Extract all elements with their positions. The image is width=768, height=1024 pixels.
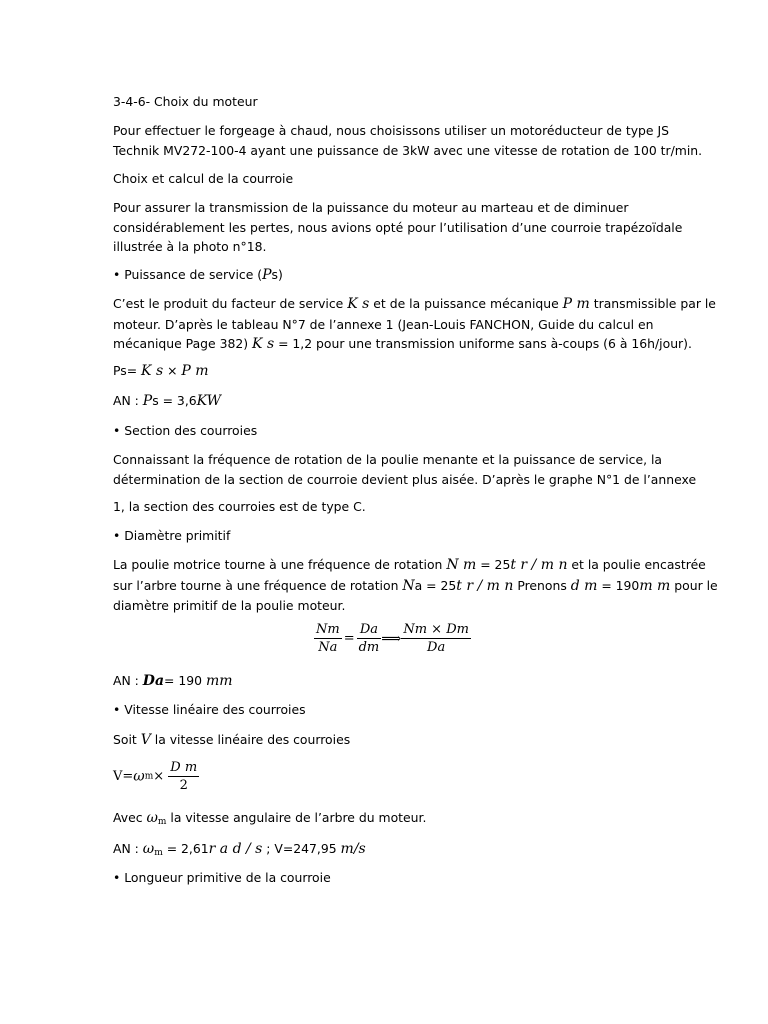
math-unit: t r / m n (510, 557, 568, 573)
omega-symbol: ω (142, 841, 155, 857)
text-line: diamètre primitif de la poulie moteur. (113, 598, 346, 613)
math-unit: mm (205, 673, 233, 689)
math-var: P m (181, 363, 209, 379)
paragraph-transmission (113, 198, 683, 257)
math-var: K s (252, 336, 275, 352)
paragraph-soit-v: Soit V la vitesse linéaire des courroies (113, 732, 351, 748)
math-var: KW (196, 393, 221, 409)
fraction-result: $\frac{Nm \times Dm}{Da}$ (403, 622, 469, 655)
text-line: Pour assurer la transmission de la puissance du moteur au marteau et de diminuer (113, 200, 629, 215)
fraction-dm-2: $\frac{\text{D m}}{2}$ (170, 760, 198, 793)
bullet-vitesse-lineaire: • Vitesse linéaire des courroies (113, 702, 306, 717)
result-ps: AN : Ps = 3,6KW (113, 393, 221, 409)
result-omega-v: AN : $\omega_m = 2,61r$ a d / s ; V=247,95 m/s (113, 841, 366, 858)
math-var: V (140, 732, 151, 748)
equation-diametre: $\frac{Nm}{Na}$ = $\frac{Da}{dm}$ ⟹ $\frac{Nm \times Dm}{Da}$ (316, 622, 469, 655)
math-var: d m (570, 577, 598, 594)
paragraph-facteur-service: C’est le produit du facteur de service K s et de la puissance mécanique P m transmissible par le moteur. D’après le tableau N°7 de l’annexe 1 (Jean-Louis FANCHON, Guide du calcul en mécanique Page 382) K s = 1,2 pour une transmission uniforme sans à-coups (6 à 16h/jour). (113, 296, 716, 352)
math-var: K s (141, 363, 164, 379)
section-heading: 3-4-6- Choix du moteur (113, 94, 258, 109)
paragraph-section (113, 450, 697, 489)
math-var: Da (142, 673, 165, 689)
formula-ps: Ps= K s × P m (113, 363, 209, 379)
bullet-longueur-primitive: • Longueur primitive de la courroie (113, 870, 331, 885)
math-unit: m/s (340, 841, 366, 857)
text-line: Connaissant la fréquence de rotation de la poulie menante et la puissance de service, la (113, 452, 662, 467)
paragraph-avec-omega: Avec $\omega_m$ la vitesse angulaire de l’arbre du moteur. (113, 810, 427, 827)
text-line: moteur. D’après le tableau N°7 de l’annexe 1 (Jean-Louis FANCHON, Guide du calcul en (113, 316, 654, 332)
paragraph-moteur (113, 121, 703, 160)
fraction-da-dm: $\frac{Da}{dm}$ (358, 622, 380, 655)
subheading-courroie: Choix et calcul de la courroie (113, 171, 294, 186)
math-unit: r a d / s (208, 841, 263, 857)
bullet-section-courroies: • Section des courroies (113, 423, 258, 438)
math-var: P (142, 393, 153, 409)
omega-symbol: ω (146, 810, 158, 826)
result-da: AN : Da= 190 mm (113, 673, 233, 689)
math-unit: t r / m n (456, 577, 514, 594)
math-var: P (262, 267, 272, 283)
implies-arrow: ⟹ (381, 630, 402, 647)
text-line: Pour effectuer le forgeage à chaud, nous choisissons utiliser un motoréducteur de type JS (113, 123, 669, 138)
text-line: considérablement les pertes, nous avions opté pour l’utilisation d’une courroie trapézoïdale (113, 219, 683, 235)
bullet-puissance-service: • Puissance de service (Ps) (113, 267, 283, 283)
math-var: K s (347, 296, 370, 312)
math-var: N m (446, 557, 477, 573)
math-var: P m (562, 296, 590, 312)
text-line: détermination de la section de courroie devient plus aisée. D’après le graphe N°1 de l’annexe (113, 471, 697, 487)
bullet-diametre-primitif: • Diamètre primitif (113, 528, 231, 543)
equation-vitesse: V=ωm× $\frac{\text{D m}}{2}$ (113, 760, 198, 793)
paragraph-diametre: La poulie motrice tourne à une fréquence de rotation N m = 25t r / m n et la poulie encastrée sur l’arbre tourne à une fréquence de rotation Na = 25t r / m n Prenons d m = 190m m pour le diamètre primitif de la poulie moteur. (113, 557, 718, 613)
paragraph-section-type: 1, la section des courroies est de type C. (113, 499, 366, 514)
omega-symbol: ω (133, 768, 145, 785)
text-line: illustrée à la photo n°18. (113, 239, 267, 254)
fraction-nm-na: $\frac{Nm}{Na}$ (316, 622, 340, 655)
math-unit: m m (639, 577, 671, 594)
text-line: Technik MV272-100-4 ayant une puissance de 3kW avec une vitesse de rotation de 100 tr/min. (113, 142, 703, 158)
math-var: N (402, 577, 415, 594)
